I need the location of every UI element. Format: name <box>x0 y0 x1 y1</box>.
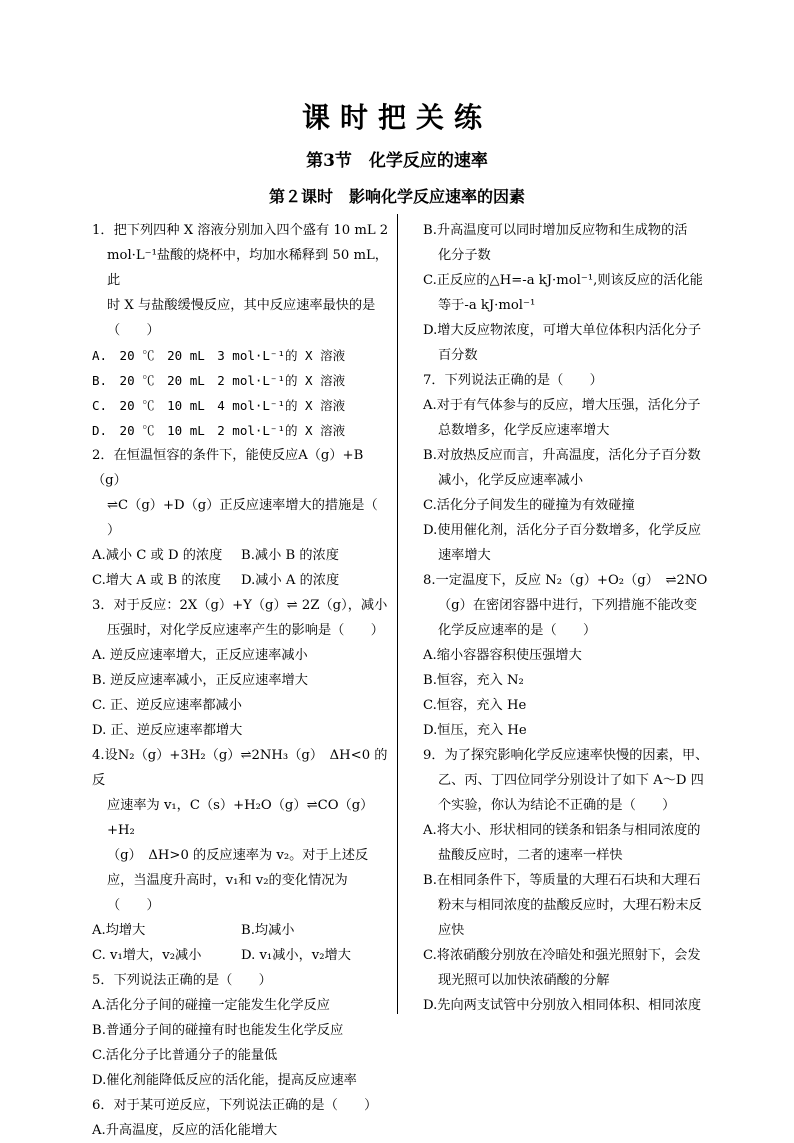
option-c: C. 正、逆反应速率都减小 <box>92 698 242 713</box>
option-d: D.使用催化剂，活化分子百分数增多，化学反应 <box>423 523 702 538</box>
option-c-cont: 等于-a kJ·mol⁻¹ <box>438 298 536 313</box>
option-a: A.减小 C 或 D 的浓度 <box>92 548 223 563</box>
option-c: C.增大 A 或 B 的浓度 <box>92 573 221 588</box>
option-d: D.先向两支试管中分别放入相同体积、相同浓度 <box>423 998 702 1013</box>
lesson-title: 第２课时 影响化学反应速率的因素 <box>268 187 525 206</box>
question-text: 乙、丙、丁四位同学分别设计了如下 A～D 四 <box>438 773 704 788</box>
question-text: 3．对于反应：2X（g）+Y（g）⇌ 2Z（g），减小 <box>92 598 388 613</box>
option-c: C.将浓硝酸分别放在冷暗处和强光照射下，会发 <box>423 948 701 963</box>
question-2 <box>92 443 390 593</box>
right-column <box>423 218 723 1018</box>
question-text: 8.一定温度下，反应 N₂（g）+O₂（g） ⇌2NO <box>423 573 708 588</box>
option-a: A.均增大 <box>92 923 146 938</box>
section-title: 第3节 化学反应的速率 <box>306 151 488 171</box>
option-b: B.在相同条件下，等质量的大理石石块和大理石 <box>423 873 701 888</box>
option-row <box>92 918 390 943</box>
option-a: A.活化分子间的碰撞一定能发生化学反应 <box>92 998 330 1013</box>
option-a: A. 20 ℃ 20 mL 3 mol·L⁻¹的 X 溶液 <box>92 348 346 363</box>
option-c-cont: 现光照可以加快浓硝酸的分解 <box>438 973 610 988</box>
option-d: D. 正、逆反应速率都增大 <box>92 723 243 738</box>
option-c: C.恒容，充入 He <box>423 698 527 713</box>
option-d-cont: 百分数 <box>438 348 478 363</box>
question-text: 7．下列说法正确的是（ ） <box>423 373 603 388</box>
option-b: B.均减小 <box>241 923 295 938</box>
option-row <box>92 943 390 968</box>
question-text: 化学反应速率的是（ ） <box>438 623 597 638</box>
question-7 <box>423 368 723 568</box>
question-text: 压强时，对化学反应速率产生的影响是（ ） <box>107 623 384 638</box>
question-text: 2．在恒温恒容的条件下，能使反应A（g）+B（g） <box>92 448 364 488</box>
question-text: （g） ΔH>0 的反应速率为 v₂。对于上述反 <box>107 848 369 863</box>
question-text: 6．对于某可逆反应，下列说法正确的是（ ） <box>92 1098 378 1113</box>
question-4 <box>92 743 390 968</box>
option-a: A.将大小、形状相同的镁条和铝条与相同浓度的 <box>423 823 701 838</box>
option-b-cont: 化分子数 <box>438 248 491 263</box>
option-b: B.对放热反应而言，升高温度，活化分子百分数 <box>423 448 701 463</box>
page-title: 课时把关练 <box>301 101 492 134</box>
option-b-cont: 减小，化学反应速率减小 <box>438 473 584 488</box>
option-d-cont: 速率增大 <box>438 548 491 563</box>
question-text: 9．为了探究影响化学反应速率快慢的因素，甲、 <box>423 748 709 763</box>
option-c: C.活化分子比普通分子的能量低 <box>92 1048 278 1063</box>
option-b: B.恒容，充入 N₂ <box>423 673 524 688</box>
option-b: B.升高温度可以同时增加反应物和生成物的活 <box>423 223 688 238</box>
question-text: 个实验，你认为结论不正确的是（ ） <box>438 798 676 813</box>
question-text: ） <box>107 523 121 538</box>
question-text: ⇌C（g）+D（g）正反应速率增大的措施是（ <box>107 498 378 513</box>
question-text: mol·L⁻¹盐酸的烧杯中，均加水稀释到 50 mL，此 <box>107 248 388 288</box>
option-d: D.增大反应物浓度，可增大单位体积内活化分子 <box>423 323 702 338</box>
option-row <box>92 568 390 593</box>
option-c: C. v₁增大，v₂减小 <box>92 948 202 963</box>
column-divider <box>397 214 398 1014</box>
option-c: C.正反应的△H=-a kJ·mol⁻¹,则该反应的活化能 <box>423 273 703 288</box>
question-text: 1．把下列四种 X 溶液分别加入四个盛有 10 mL 2 <box>92 223 389 238</box>
option-b: B.普通分子间的碰撞有时也能发生化学反应 <box>92 1023 344 1038</box>
question-1 <box>92 218 390 443</box>
option-a: A.升高温度，反应的活化能增大 <box>92 1123 278 1138</box>
option-b: B.减小 B 的浓度 <box>241 548 339 563</box>
option-d: D. 20 ℃ 10 mL 2 mol·L⁻¹的 X 溶液 <box>92 423 346 438</box>
option-a-cont: 盐酸反应时，二者的速率一样快 <box>438 848 623 863</box>
answer-bracket: （ ） <box>107 323 160 338</box>
question-5 <box>92 968 390 1093</box>
question-text: 应速率为 v₁，C（s）+H₂O（g）⇌CO（g）+H₂ <box>107 798 374 838</box>
question-text: （g）在密闭容器中进行，下列措施不能改变 <box>438 598 698 613</box>
question-text: 时 X 与盐酸缓慢反应，其中反应速率最快的是 <box>107 298 376 313</box>
option-d: D. v₁减小，v₂增大 <box>241 948 351 963</box>
option-row <box>92 543 390 568</box>
question-9 <box>423 743 723 1018</box>
question-text: 5．下列说法正确的是（ ） <box>92 973 272 988</box>
question-8 <box>423 568 723 743</box>
option-b: B. 20 ℃ 20 mL 2 mol·L⁻¹的 X 溶液 <box>92 373 346 388</box>
option-a: A.缩小容器容积使压强增大 <box>423 648 582 663</box>
option-d: D.催化剂能降低反应的活化能，提高反应速率 <box>92 1073 357 1088</box>
option-b: B. 逆反应速率减小，正反应速率增大 <box>92 673 308 688</box>
option-b-cont: 粉末与相同浓度的盐酸反应时，大理石粉末反 <box>438 898 702 913</box>
option-a: A. 逆反应速率增大，正反应速率减小 <box>92 648 308 663</box>
question-6-continued <box>423 218 723 368</box>
option-a-cont: 总数增多，化学反应速率增大 <box>438 423 610 438</box>
question-text: 4.设N₂（g）+3H₂（g）⇌2NH₃（g） ΔH<0 的反 <box>92 748 388 788</box>
option-d: D.恒压，充入 He <box>423 723 527 738</box>
left-column <box>92 218 390 1143</box>
option-d: D.减小 A 的浓度 <box>241 573 340 588</box>
option-a: A.对于有气体参与的反应，增大压强，活化分子 <box>423 398 701 413</box>
question-3 <box>92 593 390 743</box>
question-text: 应，当温度升高时，v₁和 v₂的变化情况为（ ） <box>107 873 348 913</box>
option-b-cont: 应快 <box>438 923 465 938</box>
option-c: C.活化分子间发生的碰撞为有效碰撞 <box>423 498 635 513</box>
question-6 <box>92 1093 390 1143</box>
option-c: C. 20 ℃ 10 mL 4 mol·L⁻¹的 X 溶液 <box>92 398 346 413</box>
